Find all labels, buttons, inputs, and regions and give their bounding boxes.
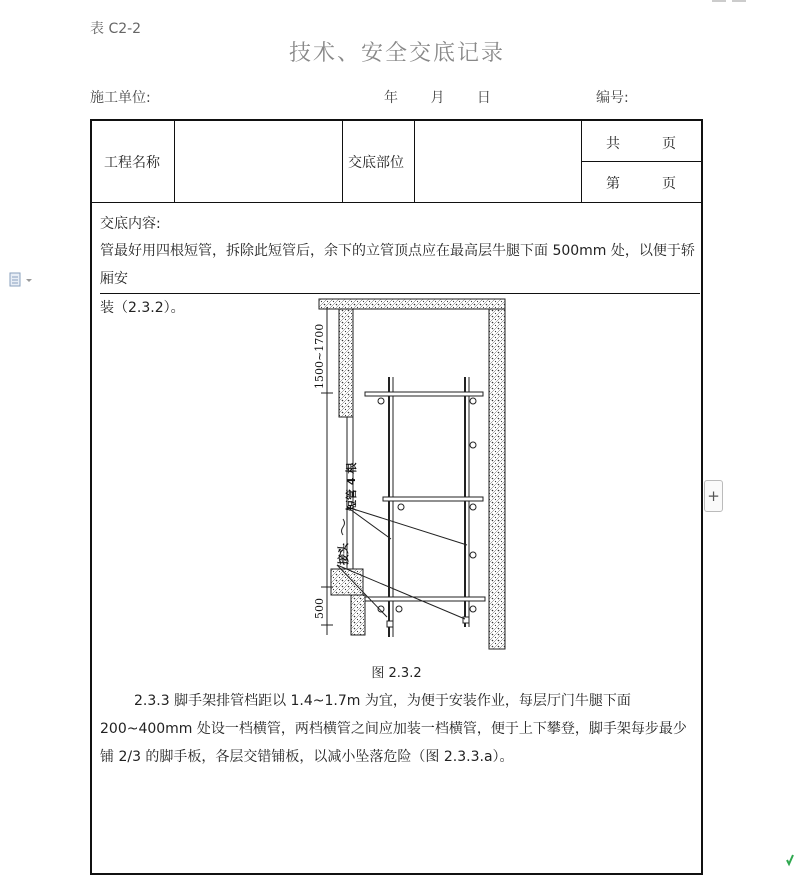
project-name-label: 工程名称 bbox=[104, 155, 160, 171]
date-fields bbox=[384, 87, 519, 107]
shaft-left-wall-bottom bbox=[351, 595, 365, 635]
shaft-left-wall-top bbox=[339, 309, 353, 417]
construction-unit-label: 施工单位: bbox=[90, 90, 151, 106]
cell-divider bbox=[581, 121, 582, 203]
joint-label: 接头 bbox=[337, 543, 350, 565]
corner-check-icon bbox=[786, 854, 794, 866]
paragraph-line: 装（2.3.2）。 bbox=[100, 300, 185, 316]
add-block-button[interactable]: + bbox=[704, 480, 723, 512]
ledger-3 bbox=[365, 597, 485, 601]
shaft-left-ledge bbox=[331, 569, 363, 595]
page-number-unit: 页 bbox=[662, 176, 676, 192]
total-pages-unit: 页 bbox=[662, 136, 676, 152]
figure-caption: 图 2.3.2 bbox=[371, 666, 422, 681]
shaft-top-slab bbox=[319, 299, 505, 309]
disclosure-part-label: 交底部位 bbox=[348, 155, 404, 171]
content-paragraph-2: 2.3.3 脚手架排管档距以 1.4~1.7m 为宜，为便于安装作业，每层厅门牛腿下面 200~400mm 处设一档横管，两档横管之间应加装一档横管，便于上下攀登，脚手架每步最少铺 2/3 的脚手板，各层交错铺板，以减小坠落危险（图 2.3.3.a）。 bbox=[100, 693, 687, 765]
form-code: 表 C2-2 bbox=[90, 21, 142, 37]
cell-divider bbox=[342, 121, 343, 203]
paragraph-line: 管最好用四根短管，拆除此短管后，余下的立管顶点应在最高层牛腿下面 500mm 处，以便于轿厢安 bbox=[100, 237, 700, 294]
page-title: 技术、安全交底记录 bbox=[288, 41, 505, 66]
date-day-label: 日 bbox=[476, 90, 491, 106]
date-year-label: 年 bbox=[384, 90, 398, 106]
number-label: 编号: bbox=[596, 90, 629, 106]
document-icon[interactable] bbox=[9, 272, 35, 288]
date-month-label: 月 bbox=[430, 90, 445, 106]
page-number-label: 第 bbox=[606, 176, 620, 192]
top-margin-mark-right bbox=[732, 0, 746, 2]
shaft-right-wall bbox=[489, 309, 505, 649]
form-header-row bbox=[92, 121, 701, 203]
cell-divider bbox=[581, 161, 701, 162]
ledger-1 bbox=[365, 392, 483, 396]
cell-divider bbox=[174, 121, 175, 203]
ledger-2 bbox=[383, 497, 483, 501]
short-pipe-label: 短管 4 根 bbox=[345, 462, 358, 511]
content-label: 交底内容: bbox=[100, 216, 161, 232]
disclosure-form bbox=[90, 119, 703, 875]
dim-bottom-label: 500 bbox=[313, 598, 326, 619]
top-margin-mark-left bbox=[712, 0, 726, 2]
dim-top-label: 1500~1700 bbox=[313, 323, 326, 389]
cell-divider bbox=[414, 121, 415, 203]
scaffold-figure bbox=[313, 297, 507, 655]
total-pages-label: 共 bbox=[606, 136, 620, 152]
